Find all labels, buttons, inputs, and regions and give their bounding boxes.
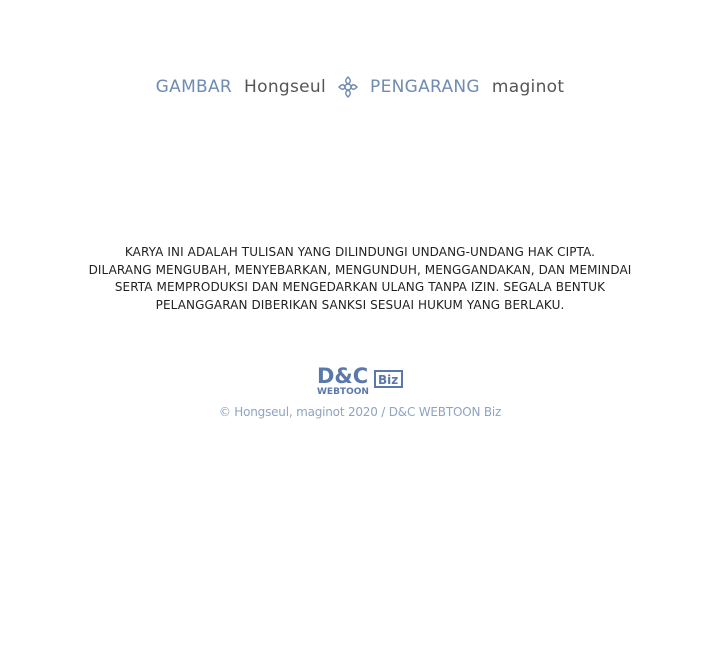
logo-badge: Biz (378, 373, 399, 387)
story-name: maginot (491, 77, 565, 97)
art-name: Hongseul (244, 77, 327, 97)
notice-line: DILARANG MENGUBAH, MENYEBARKAN, MENGUNDUH, MENGGANDAKAN, DAN MEMINDAI (88, 262, 632, 277)
copyright-line: © Hongseul, maginot 2020 / D&C WEBTOON Biz (218, 405, 502, 419)
notice-line: PELANGGARAN DIBERIKAN SANKSI SESUAI HUKUM YANG BERLAKU. (155, 297, 565, 312)
credits-line (0, 76, 720, 98)
art-role-label: GAMBAR (155, 77, 233, 97)
story-role-label: PENGARANG (370, 77, 480, 97)
notice-line: KARYA INI ADALAH TULISAN YANG DILINDUNGI UNDANG-UNDANG HAK CIPTA. (124, 245, 596, 259)
ornament-icon (338, 76, 358, 98)
copyright-notice (0, 244, 720, 314)
logo-line1: D&C (317, 364, 369, 388)
dc-webtoon-biz-logo (316, 363, 404, 397)
logo-line2: WEBTOON (317, 387, 369, 397)
notice-line: SERTA MEMPRODUKSI DAN MENGEDARKAN ULANG TANPA IZIN. SEGALA BENTUK (114, 280, 606, 294)
